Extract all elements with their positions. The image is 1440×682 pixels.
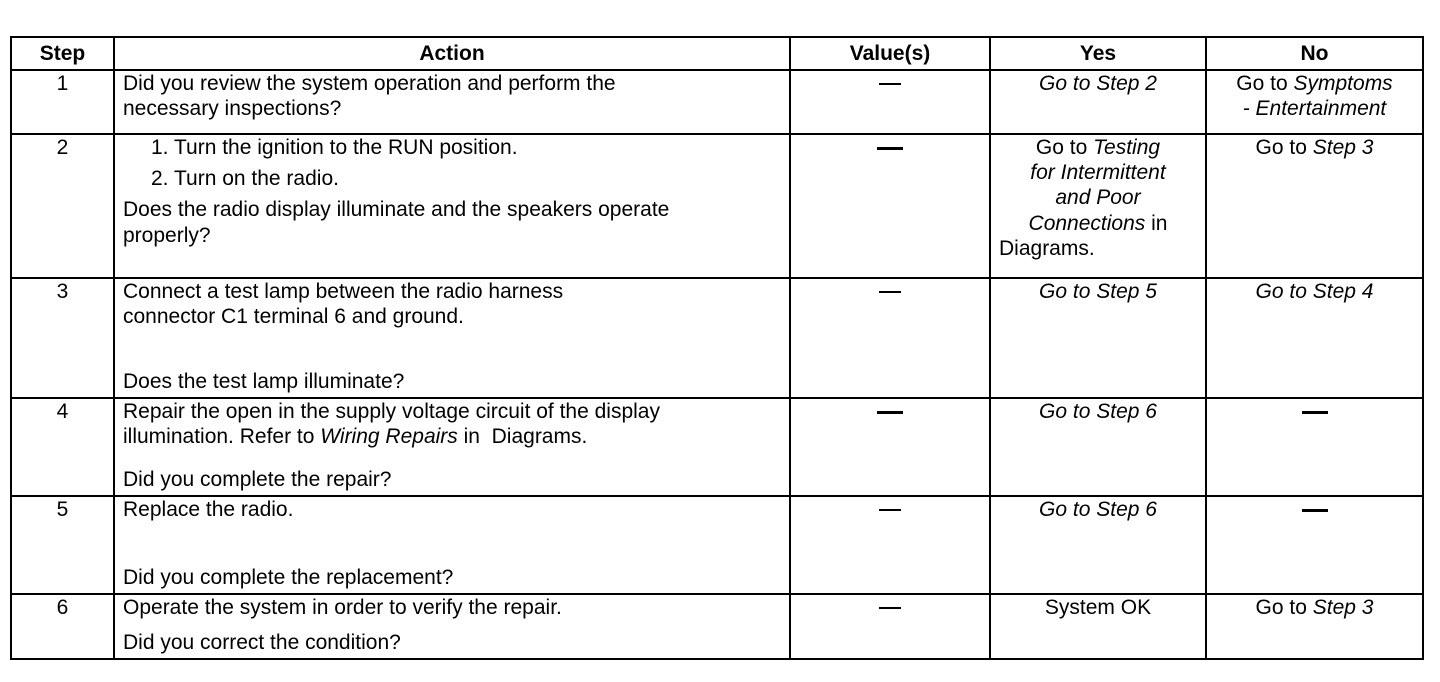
action-question: properly? — [123, 223, 211, 247]
yes-cell — [990, 278, 1206, 398]
step-number: 6 — [11, 594, 114, 659]
yes-cell — [990, 496, 1206, 594]
no-text: Go to — [1255, 136, 1313, 159]
no-dash — [1302, 411, 1328, 414]
step-number: 3 — [11, 278, 114, 398]
value-dash — [879, 509, 901, 511]
value-cell — [790, 398, 990, 496]
value-dash — [879, 83, 901, 85]
step-number: 5 — [11, 496, 114, 594]
yes-cell — [990, 134, 1206, 278]
table-row — [11, 70, 1423, 134]
yes-link[interactable]: and Poor — [1055, 186, 1141, 210]
yes-text: in — [1145, 211, 1168, 235]
no-link[interactable]: Step 3 — [1312, 136, 1374, 159]
step-number: 1 — [11, 70, 114, 134]
value-cell — [790, 594, 990, 659]
header-yes: Yes — [990, 37, 1206, 70]
no-link[interactable]: Symptoms — [1293, 72, 1393, 95]
header-action: Action — [114, 37, 790, 70]
action-text: Did you review the system operation and perform the — [123, 72, 616, 95]
action-cell — [114, 496, 790, 594]
value-dash — [877, 147, 903, 150]
table-row — [11, 278, 1423, 398]
no-cell — [1206, 594, 1423, 659]
diagnostic-table — [10, 36, 1424, 660]
action-cell — [114, 398, 790, 496]
header-no: No — [1206, 37, 1423, 70]
value-cell — [790, 134, 990, 278]
action-text: in Diagrams. — [457, 425, 588, 449]
yes-text: Go to — [1035, 136, 1094, 159]
header-step: Step — [11, 37, 114, 70]
action-step: 1. Turn the ignition to the RUN position. — [151, 136, 518, 159]
yes-link[interactable]: Connections — [1028, 211, 1146, 235]
yes-link[interactable]: Go to Step 6 — [1039, 400, 1157, 423]
action-text: necessary inspections? — [123, 97, 342, 121]
value-cell — [790, 278, 990, 398]
yes-cell — [990, 398, 1206, 496]
action-text: Repair the open in the supply voltage circuit of the display — [123, 400, 660, 423]
action-text: illumination. Refer to — [123, 425, 321, 449]
no-cell — [1206, 70, 1423, 134]
no-cell — [1206, 278, 1423, 398]
action-cell — [114, 134, 790, 278]
yes-link[interactable]: Go to Step 5 — [1039, 280, 1157, 303]
action-text: Connect a test lamp between the radio harness — [123, 280, 564, 303]
no-link[interactable]: Go to Step 4 — [1255, 280, 1374, 303]
action-text: Replace the radio. — [123, 498, 294, 521]
yes-cell: System OK — [990, 594, 1206, 659]
value-cell — [790, 496, 990, 594]
no-text: Go to — [1255, 596, 1313, 619]
no-link[interactable]: - Entertainment — [1242, 97, 1387, 121]
yes-text: Diagrams. — [999, 236, 1095, 260]
no-link[interactable]: Step 3 — [1312, 596, 1374, 619]
action-question: Does the test lamp illuminate? — [123, 369, 405, 393]
action-cell — [114, 70, 790, 134]
action-cell — [114, 278, 790, 398]
action-step: 2. Turn on the radio. — [151, 167, 339, 191]
header-values: Value(s) — [790, 37, 990, 70]
yes-link[interactable]: Go to Step 6 — [1039, 498, 1157, 521]
table-row — [11, 594, 1423, 659]
no-text: Go to — [1236, 72, 1294, 95]
action-question: Does the radio display illuminate and the speakers operate — [123, 198, 670, 222]
step-number: 2 — [11, 134, 114, 278]
no-cell — [1206, 134, 1423, 278]
no-cell — [1206, 496, 1423, 594]
table-row — [11, 496, 1423, 594]
value-dash — [879, 607, 901, 609]
action-question: Did you complete the replacement? — [123, 565, 454, 589]
value-dash — [877, 411, 903, 414]
action-cell — [114, 594, 790, 659]
step-number: 4 — [11, 398, 114, 496]
yes-link[interactable]: Testing — [1093, 136, 1161, 159]
yes-link[interactable]: Go to Step 2 — [1039, 72, 1157, 95]
value-dash — [879, 291, 901, 293]
value-cell — [790, 70, 990, 134]
header-row — [11, 37, 1423, 70]
action-text: Operate the system in order to verify the repair. — [123, 596, 562, 619]
yes-link[interactable]: for Intermittent — [1030, 161, 1166, 185]
wiring-repairs-link[interactable]: Wiring Repairs — [320, 425, 458, 449]
no-cell — [1206, 398, 1423, 496]
yes-cell — [990, 70, 1206, 134]
table-row — [11, 134, 1423, 278]
action-text: connector C1 terminal 6 and ground. — [123, 305, 464, 329]
action-question: Did you correct the condition? — [123, 630, 401, 654]
table-row — [11, 398, 1423, 496]
action-question: Did you complete the repair? — [123, 467, 392, 491]
no-dash — [1302, 509, 1328, 512]
